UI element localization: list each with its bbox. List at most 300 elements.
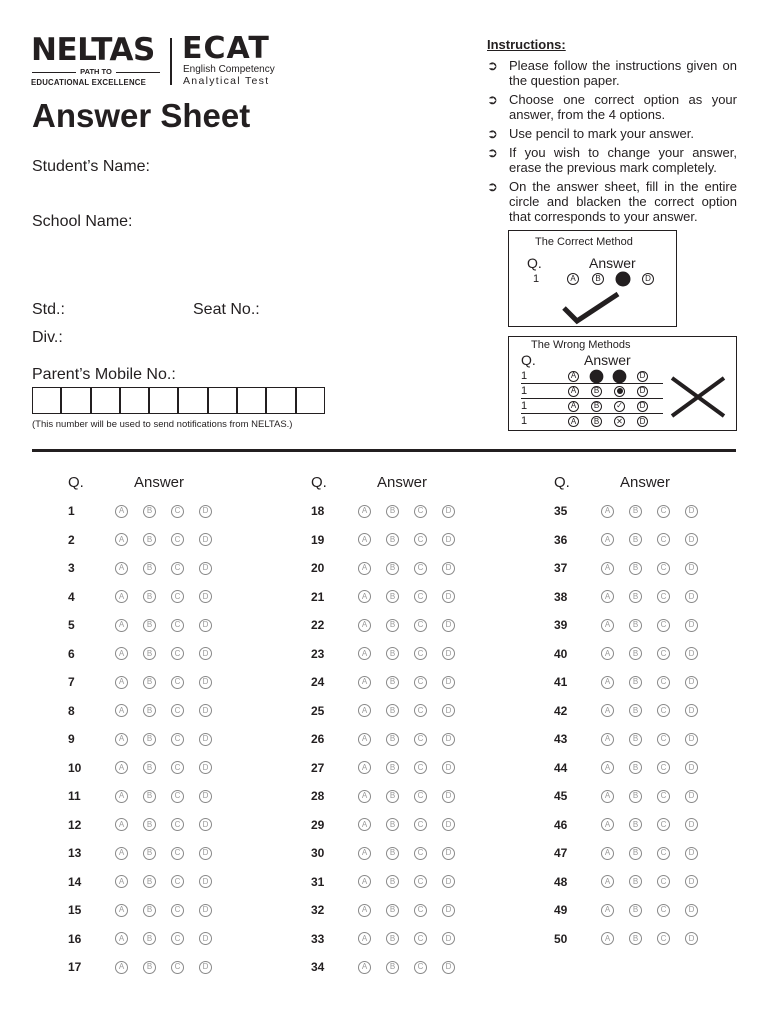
answer-bubble-c[interactable]: C <box>171 733 184 746</box>
ecat-subtitle-2: Analytical Test <box>183 75 270 87</box>
question-number: 24 <box>311 675 325 689</box>
question-row <box>311 732 455 746</box>
answer-bubble-a[interactable]: A <box>601 790 614 803</box>
answer-bubble-c[interactable]: C <box>657 619 670 632</box>
correct-row-bubbles <box>567 273 654 285</box>
question-number: 30 <box>311 846 325 860</box>
question-number: 28 <box>311 789 325 803</box>
page-title: Answer Sheet <box>32 97 251 134</box>
mobile-digit-box[interactable] <box>91 387 120 414</box>
answer-bubble-d[interactable]: D <box>442 533 455 546</box>
answer-bubble-c[interactable]: C <box>657 761 670 774</box>
answer-bubble-c[interactable]: C <box>171 761 184 774</box>
question-number: 1 <box>68 504 75 518</box>
answer-bubble-d[interactable]: D <box>199 847 212 860</box>
question-row <box>554 818 698 832</box>
answer-bubble-c[interactable]: C <box>657 790 670 803</box>
option-bubble-d: D <box>642 273 654 285</box>
answer-bubble-c[interactable]: C <box>414 533 427 546</box>
question-number: 40 <box>554 646 568 661</box>
answer-bubble-b[interactable]: B <box>143 904 156 917</box>
mobile-digit-box[interactable] <box>32 387 61 414</box>
answer-bubble-d[interactable]: D <box>685 647 698 660</box>
question-number: 36 <box>554 532 568 547</box>
mobile-digit-box[interactable] <box>208 387 237 414</box>
answer-bubble-d[interactable]: D <box>442 961 455 974</box>
answer-bubble-c[interactable]: C <box>657 875 670 888</box>
option-bubble-a: A <box>568 386 579 397</box>
answer-bubble-d[interactable]: D <box>199 704 212 717</box>
question-number: 29 <box>311 817 325 832</box>
question-number: 23 <box>311 646 325 661</box>
column-answer-header: Answer <box>134 474 185 491</box>
answer-bubble-b[interactable]: B <box>629 847 642 860</box>
answer-bubble-b[interactable]: B <box>143 932 156 945</box>
answer-bubble-d[interactable]: D <box>685 676 698 689</box>
answer-bubble-a[interactable]: A <box>358 818 371 831</box>
question-row <box>311 618 455 632</box>
answer-bubble-a[interactable]: A <box>601 533 614 546</box>
answer-bubble-c[interactable]: C <box>171 875 184 888</box>
answer-bubble-c[interactable]: C <box>171 904 184 917</box>
answer-bubble-d[interactable]: D <box>442 647 455 660</box>
question-row <box>68 875 212 889</box>
arrow-icon: ➲ <box>487 126 498 141</box>
answer-bubble-c[interactable]: C <box>414 704 427 717</box>
answer-bubble-b[interactable]: B <box>629 505 642 518</box>
answer-label: Answer <box>584 352 631 368</box>
answer-bubble-a[interactable]: A <box>358 875 371 888</box>
answer-bubble-d[interactable]: D <box>685 904 698 917</box>
answer-bubble-c[interactable]: C <box>414 590 427 603</box>
answer-bubble-a[interactable]: A <box>358 505 371 518</box>
answer-bubble-b[interactable]: B <box>143 847 156 860</box>
question-number: 41 <box>554 675 568 689</box>
cross-bubble: ✕ <box>614 416 625 427</box>
answer-bubble-a[interactable]: A <box>601 676 614 689</box>
answer-bubble-a[interactable]: A <box>115 562 128 575</box>
parent-mobile-label: Parent’s Mobile No.: <box>32 366 176 383</box>
answer-bubble-d[interactable]: D <box>199 961 212 974</box>
answer-bubble-b[interactable]: B <box>386 904 399 917</box>
student-name-label: Student’s Name: <box>32 158 150 175</box>
answer-bubble-b[interactable]: B <box>386 932 399 945</box>
mobile-digit-box[interactable] <box>237 387 266 414</box>
mobile-digit-box[interactable] <box>61 387 90 414</box>
answer-bubble-a[interactable]: A <box>601 704 614 717</box>
answer-bubble-b[interactable]: B <box>386 704 399 717</box>
answer-bubble-b[interactable]: B <box>386 761 399 774</box>
answer-bubble-b[interactable]: B <box>386 961 399 974</box>
answer-bubble-d[interactable]: D <box>442 875 455 888</box>
answer-bubble-d[interactable]: D <box>442 619 455 632</box>
answer-bubble-c[interactable]: C <box>414 647 427 660</box>
answer-bubble-d[interactable]: D <box>199 676 212 689</box>
question-number: 50 <box>554 931 568 946</box>
answer-bubble-c[interactable]: C <box>657 733 670 746</box>
answer-bubble-a[interactable]: A <box>358 904 371 917</box>
question-row <box>311 932 455 946</box>
answer-bubble-b[interactable]: B <box>629 562 642 575</box>
answer-bubble-a[interactable]: A <box>115 790 128 803</box>
answer-bubble-c[interactable]: C <box>171 590 184 603</box>
answer-bubble-a[interactable]: A <box>115 533 128 546</box>
answer-bubble-b[interactable]: B <box>629 590 642 603</box>
answer-bubble-c[interactable]: C <box>414 818 427 831</box>
answer-bubble-c[interactable]: C <box>657 932 670 945</box>
answer-bubble-a[interactable]: A <box>601 761 614 774</box>
question-row <box>554 732 698 746</box>
answer-bubble-c[interactable]: C <box>171 676 184 689</box>
answer-bubble-d[interactable]: D <box>685 533 698 546</box>
q-number: 1 <box>521 384 528 397</box>
answer-bubble-c[interactable]: C <box>657 647 670 660</box>
answer-bubble-a[interactable]: A <box>358 847 371 860</box>
answer-bubble-b[interactable]: B <box>386 590 399 603</box>
question-number: 14 <box>68 874 82 889</box>
answer-bubble-b[interactable]: B <box>386 733 399 746</box>
answer-bubble-c[interactable]: C <box>414 847 427 860</box>
answer-bubble-b[interactable]: B <box>629 647 642 660</box>
answer-bubble-d[interactable]: D <box>685 733 698 746</box>
answer-bubble-d[interactable]: D <box>685 704 698 717</box>
answer-bubble-a[interactable]: A <box>115 961 128 974</box>
answer-bubble-c[interactable]: C <box>171 818 184 831</box>
answer-bubble-c[interactable]: C <box>657 847 670 860</box>
answer-bubble-a[interactable]: A <box>115 505 128 518</box>
answer-bubble-c[interactable]: C <box>414 505 427 518</box>
answer-bubble-c[interactable]: C <box>171 704 184 717</box>
answer-bubble-a[interactable]: A <box>358 647 371 660</box>
wrong-rows <box>521 369 663 429</box>
answer-bubble-c[interactable]: C <box>657 704 670 717</box>
answer-bubble-b[interactable]: B <box>143 533 156 546</box>
answer-bubble-a[interactable]: A <box>601 847 614 860</box>
answer-bubble-a[interactable]: A <box>358 704 371 717</box>
answer-bubble-d[interactable]: D <box>685 790 698 803</box>
instruction-text: Use pencil to mark your answer. <box>509 126 694 141</box>
answer-bubble-c[interactable]: C <box>171 533 184 546</box>
check-bubble: ✓ <box>614 401 625 412</box>
question-row <box>311 875 455 889</box>
answer-bubble-b[interactable]: B <box>143 562 156 575</box>
instruction-text: Please follow the instructions given on the question paper. <box>509 58 737 88</box>
question-number: 18 <box>311 504 325 518</box>
option-bubble-d: D <box>637 416 648 427</box>
answer-bubble-a[interactable]: A <box>601 647 614 660</box>
answer-bubble-b[interactable]: B <box>386 505 399 518</box>
answer-bubble-c[interactable]: C <box>414 562 427 575</box>
tagline-text: PATH TO <box>80 67 112 76</box>
answer-bubble-a[interactable]: A <box>115 932 128 945</box>
answer-bubble-d[interactable]: D <box>685 932 698 945</box>
answer-bubble-d[interactable]: D <box>685 562 698 575</box>
instructions-heading: Instructions: <box>487 37 566 52</box>
question-row <box>68 903 212 917</box>
answer-bubble-c[interactable]: C <box>414 676 427 689</box>
question-number: 6 <box>68 646 75 661</box>
answer-bubble-a[interactable]: A <box>358 761 371 774</box>
answer-bubble-d[interactable]: D <box>685 875 698 888</box>
answer-bubble-d[interactable]: D <box>199 562 212 575</box>
option-bubble-a: A <box>568 416 579 427</box>
answer-bubble-c[interactable]: C <box>414 875 427 888</box>
question-row <box>554 932 698 946</box>
mobile-note: (This number will be used to send notifications from NELTAS.) <box>32 419 293 430</box>
wrong-methods-title: The Wrong Methods <box>531 339 631 351</box>
answer-bubble-d[interactable]: D <box>442 676 455 689</box>
answer-bubble-d[interactable]: D <box>442 790 455 803</box>
answer-bubble-d[interactable]: D <box>442 847 455 860</box>
answer-bubble-b[interactable]: B <box>386 818 399 831</box>
question-row <box>311 561 455 575</box>
instruction-item <box>487 92 737 122</box>
correct-method-box <box>508 230 677 327</box>
answer-bubble-a[interactable]: A <box>601 818 614 831</box>
answer-bubble-c[interactable]: C <box>657 505 670 518</box>
answer-bubble-d[interactable]: D <box>199 904 212 917</box>
question-number: 17 <box>68 960 82 974</box>
answer-bubble-b[interactable]: B <box>386 562 399 575</box>
filled-bubble <box>613 369 627 383</box>
answer-bubble-c[interactable]: C <box>657 562 670 575</box>
question-number: 19 <box>311 532 325 547</box>
answer-bubble-a[interactable]: A <box>601 505 614 518</box>
correct-method-title: The Correct Method <box>535 236 633 248</box>
question-number: 2 <box>68 532 75 547</box>
answer-bubble-c[interactable]: C <box>414 733 427 746</box>
answer-bubble-b[interactable]: B <box>143 733 156 746</box>
answer-bubble-a[interactable]: A <box>115 875 128 888</box>
answer-bubble-c[interactable]: C <box>414 790 427 803</box>
option-bubble-a: A <box>568 371 579 382</box>
answer-bubble-a[interactable]: A <box>358 590 371 603</box>
mobile-number-boxes <box>32 387 325 414</box>
answer-bubble-b[interactable]: B <box>629 676 642 689</box>
answer-bubble-d[interactable]: D <box>442 505 455 518</box>
question-row <box>68 846 212 860</box>
answer-bubble-d[interactable]: D <box>199 761 212 774</box>
question-row <box>311 504 455 518</box>
answer-bubble-d[interactable]: D <box>442 704 455 717</box>
answer-bubble-d[interactable]: D <box>199 590 212 603</box>
answer-bubble-a[interactable]: A <box>601 875 614 888</box>
answer-bubble-b[interactable]: B <box>386 676 399 689</box>
question-row <box>68 647 212 661</box>
answer-bubble-c[interactable]: C <box>171 790 184 803</box>
answer-bubble-a[interactable]: A <box>601 590 614 603</box>
answer-bubble-d[interactable]: D <box>685 761 698 774</box>
answer-bubble-a[interactable]: A <box>115 761 128 774</box>
answer-bubble-c[interactable]: C <box>171 647 184 660</box>
instruction-item <box>487 58 737 88</box>
answer-bubble-b[interactable]: B <box>386 533 399 546</box>
answer-bubble-b[interactable]: B <box>143 875 156 888</box>
answer-bubble-b[interactable]: B <box>143 676 156 689</box>
answer-bubble-d[interactable]: D <box>685 505 698 518</box>
answer-bubble-b[interactable]: B <box>386 847 399 860</box>
question-row <box>311 960 455 974</box>
answer-bubble-c[interactable]: C <box>171 847 184 860</box>
answer-bubble-a[interactable]: A <box>115 904 128 917</box>
question-row <box>68 590 212 604</box>
instruction-text: If you wish to change your answer, erase the previous mark completely. <box>509 145 737 175</box>
answer-bubble-b[interactable]: B <box>629 761 642 774</box>
column-answer-header: Answer <box>620 474 671 491</box>
answer-bubble-b[interactable]: B <box>629 932 642 945</box>
answer-label: Answer <box>589 255 636 271</box>
answer-bubble-a[interactable]: A <box>115 676 128 689</box>
answer-bubble-a[interactable]: A <box>115 619 128 632</box>
answer-bubble-b[interactable]: B <box>629 533 642 546</box>
answer-bubble-d[interactable]: D <box>199 533 212 546</box>
answer-bubble-c[interactable]: C <box>657 533 670 546</box>
question-number: 34 <box>311 960 325 974</box>
answer-bubble-a[interactable]: A <box>358 790 371 803</box>
answer-bubble-a[interactable]: A <box>358 961 371 974</box>
question-row <box>311 647 455 661</box>
answer-bubble-c[interactable]: C <box>414 904 427 917</box>
answer-bubble-c[interactable]: C <box>414 619 427 632</box>
answer-bubble-c[interactable]: C <box>171 932 184 945</box>
question-row <box>554 875 698 889</box>
answer-bubble-d[interactable]: D <box>199 875 212 888</box>
answer-bubble-b[interactable]: B <box>629 790 642 803</box>
answer-bubble-a[interactable]: A <box>358 533 371 546</box>
question-row <box>311 704 455 718</box>
mobile-digit-box[interactable] <box>266 387 295 414</box>
mobile-digit-box[interactable] <box>120 387 149 414</box>
answer-bubble-a[interactable]: A <box>115 818 128 831</box>
answer-bubble-a[interactable]: A <box>115 704 128 717</box>
answer-bubble-b[interactable]: B <box>629 619 642 632</box>
question-number: 20 <box>311 561 325 575</box>
arrow-icon: ➲ <box>487 179 498 194</box>
answer-bubble-a[interactable]: A <box>601 562 614 575</box>
question-row <box>554 647 698 661</box>
answer-bubble-d[interactable]: D <box>685 818 698 831</box>
answer-bubble-d[interactable]: D <box>685 847 698 860</box>
option-bubble-a: A <box>568 401 579 412</box>
answer-bubble-c[interactable]: C <box>657 676 670 689</box>
answer-bubble-b[interactable]: B <box>143 590 156 603</box>
answer-bubble-a[interactable]: A <box>601 904 614 917</box>
answer-bubble-d[interactable]: D <box>442 904 455 917</box>
filled-bubble <box>616 272 631 287</box>
answer-bubble-a[interactable]: A <box>601 619 614 632</box>
answer-bubble-b[interactable]: B <box>629 875 642 888</box>
answer-bubble-c[interactable]: C <box>171 505 184 518</box>
q-number: 1 <box>521 369 528 382</box>
answer-bubble-b[interactable]: B <box>629 704 642 717</box>
answer-bubble-d[interactable]: D <box>442 590 455 603</box>
answer-bubble-d[interactable]: D <box>199 790 212 803</box>
filled-bubble <box>590 369 604 383</box>
answer-bubble-b[interactable]: B <box>386 647 399 660</box>
answer-bubble-d[interactable]: D <box>442 932 455 945</box>
question-row <box>311 818 455 832</box>
answer-bubble-b[interactable]: B <box>629 818 642 831</box>
seat-no-label: Seat No.: <box>193 301 260 318</box>
question-number: 15 <box>68 903 82 917</box>
check-icon <box>561 291 621 325</box>
answer-bubble-d[interactable]: D <box>442 818 455 831</box>
answer-bubble-b[interactable]: B <box>143 704 156 717</box>
answer-bubble-b[interactable]: B <box>386 619 399 632</box>
answer-bubble-c[interactable]: C <box>414 932 427 945</box>
answer-bubble-a[interactable]: A <box>115 847 128 860</box>
mobile-digit-box[interactable] <box>296 387 325 414</box>
answer-bubble-a[interactable]: A <box>115 647 128 660</box>
answer-bubble-b[interactable]: B <box>143 647 156 660</box>
answer-bubble-a[interactable]: A <box>358 676 371 689</box>
answer-bubble-c[interactable]: C <box>657 904 670 917</box>
mobile-digit-box[interactable] <box>178 387 207 414</box>
answer-bubble-b[interactable]: B <box>629 733 642 746</box>
answer-bubble-b[interactable]: B <box>143 761 156 774</box>
column-answer-header: Answer <box>377 474 428 491</box>
option-bubble-a: A <box>567 273 579 285</box>
answer-bubble-d[interactable]: D <box>442 761 455 774</box>
question-number: 27 <box>311 760 325 775</box>
answer-bubble-b[interactable]: B <box>143 790 156 803</box>
answer-bubble-a[interactable]: A <box>358 562 371 575</box>
answer-bubble-c[interactable]: C <box>171 562 184 575</box>
question-number: 11 <box>68 789 81 803</box>
section-divider <box>32 449 736 452</box>
answer-bubble-d[interactable]: D <box>199 647 212 660</box>
question-number: 26 <box>311 732 325 746</box>
answer-bubble-a[interactable]: A <box>601 932 614 945</box>
answer-bubble-c[interactable]: C <box>657 818 670 831</box>
answer-bubble-a[interactable]: A <box>358 619 371 632</box>
answer-bubble-a[interactable]: A <box>358 932 371 945</box>
question-number: 39 <box>554 618 568 632</box>
answer-bubble-b[interactable]: B <box>386 790 399 803</box>
answer-bubble-d[interactable]: D <box>199 733 212 746</box>
answer-bubble-c[interactable]: C <box>171 619 184 632</box>
answer-bubble-d[interactable]: D <box>685 590 698 603</box>
answer-bubble-b[interactable]: B <box>143 505 156 518</box>
answer-bubble-c[interactable]: C <box>171 961 184 974</box>
answer-bubble-a[interactable]: A <box>115 733 128 746</box>
answer-bubble-c[interactable]: C <box>414 761 427 774</box>
question-row <box>68 533 212 547</box>
answer-bubble-d[interactable]: D <box>199 932 212 945</box>
answer-bubble-b[interactable]: B <box>143 619 156 632</box>
answer-bubble-b[interactable]: B <box>386 875 399 888</box>
answer-bubble-a[interactable]: A <box>115 590 128 603</box>
answer-bubble-d[interactable]: D <box>442 562 455 575</box>
mobile-digit-box[interactable] <box>149 387 178 414</box>
wrong-method-row <box>521 384 663 399</box>
answer-bubble-b[interactable]: B <box>143 818 156 831</box>
answer-bubble-d[interactable]: D <box>685 619 698 632</box>
answer-bubble-c[interactable]: C <box>414 961 427 974</box>
answer-bubble-d[interactable]: D <box>199 619 212 632</box>
option-bubble-d: D <box>637 371 648 382</box>
question-row <box>68 932 212 946</box>
answer-bubble-b[interactable]: B <box>143 961 156 974</box>
answer-bubble-a[interactable]: A <box>358 733 371 746</box>
answer-bubble-b[interactable]: B <box>629 904 642 917</box>
wrong-method-row <box>521 414 663 429</box>
answer-bubble-a[interactable]: A <box>601 733 614 746</box>
answer-bubble-d[interactable]: D <box>199 505 212 518</box>
answer-bubble-c[interactable]: C <box>657 590 670 603</box>
answer-bubble-d[interactable]: D <box>442 733 455 746</box>
answer-bubble-d[interactable]: D <box>199 818 212 831</box>
